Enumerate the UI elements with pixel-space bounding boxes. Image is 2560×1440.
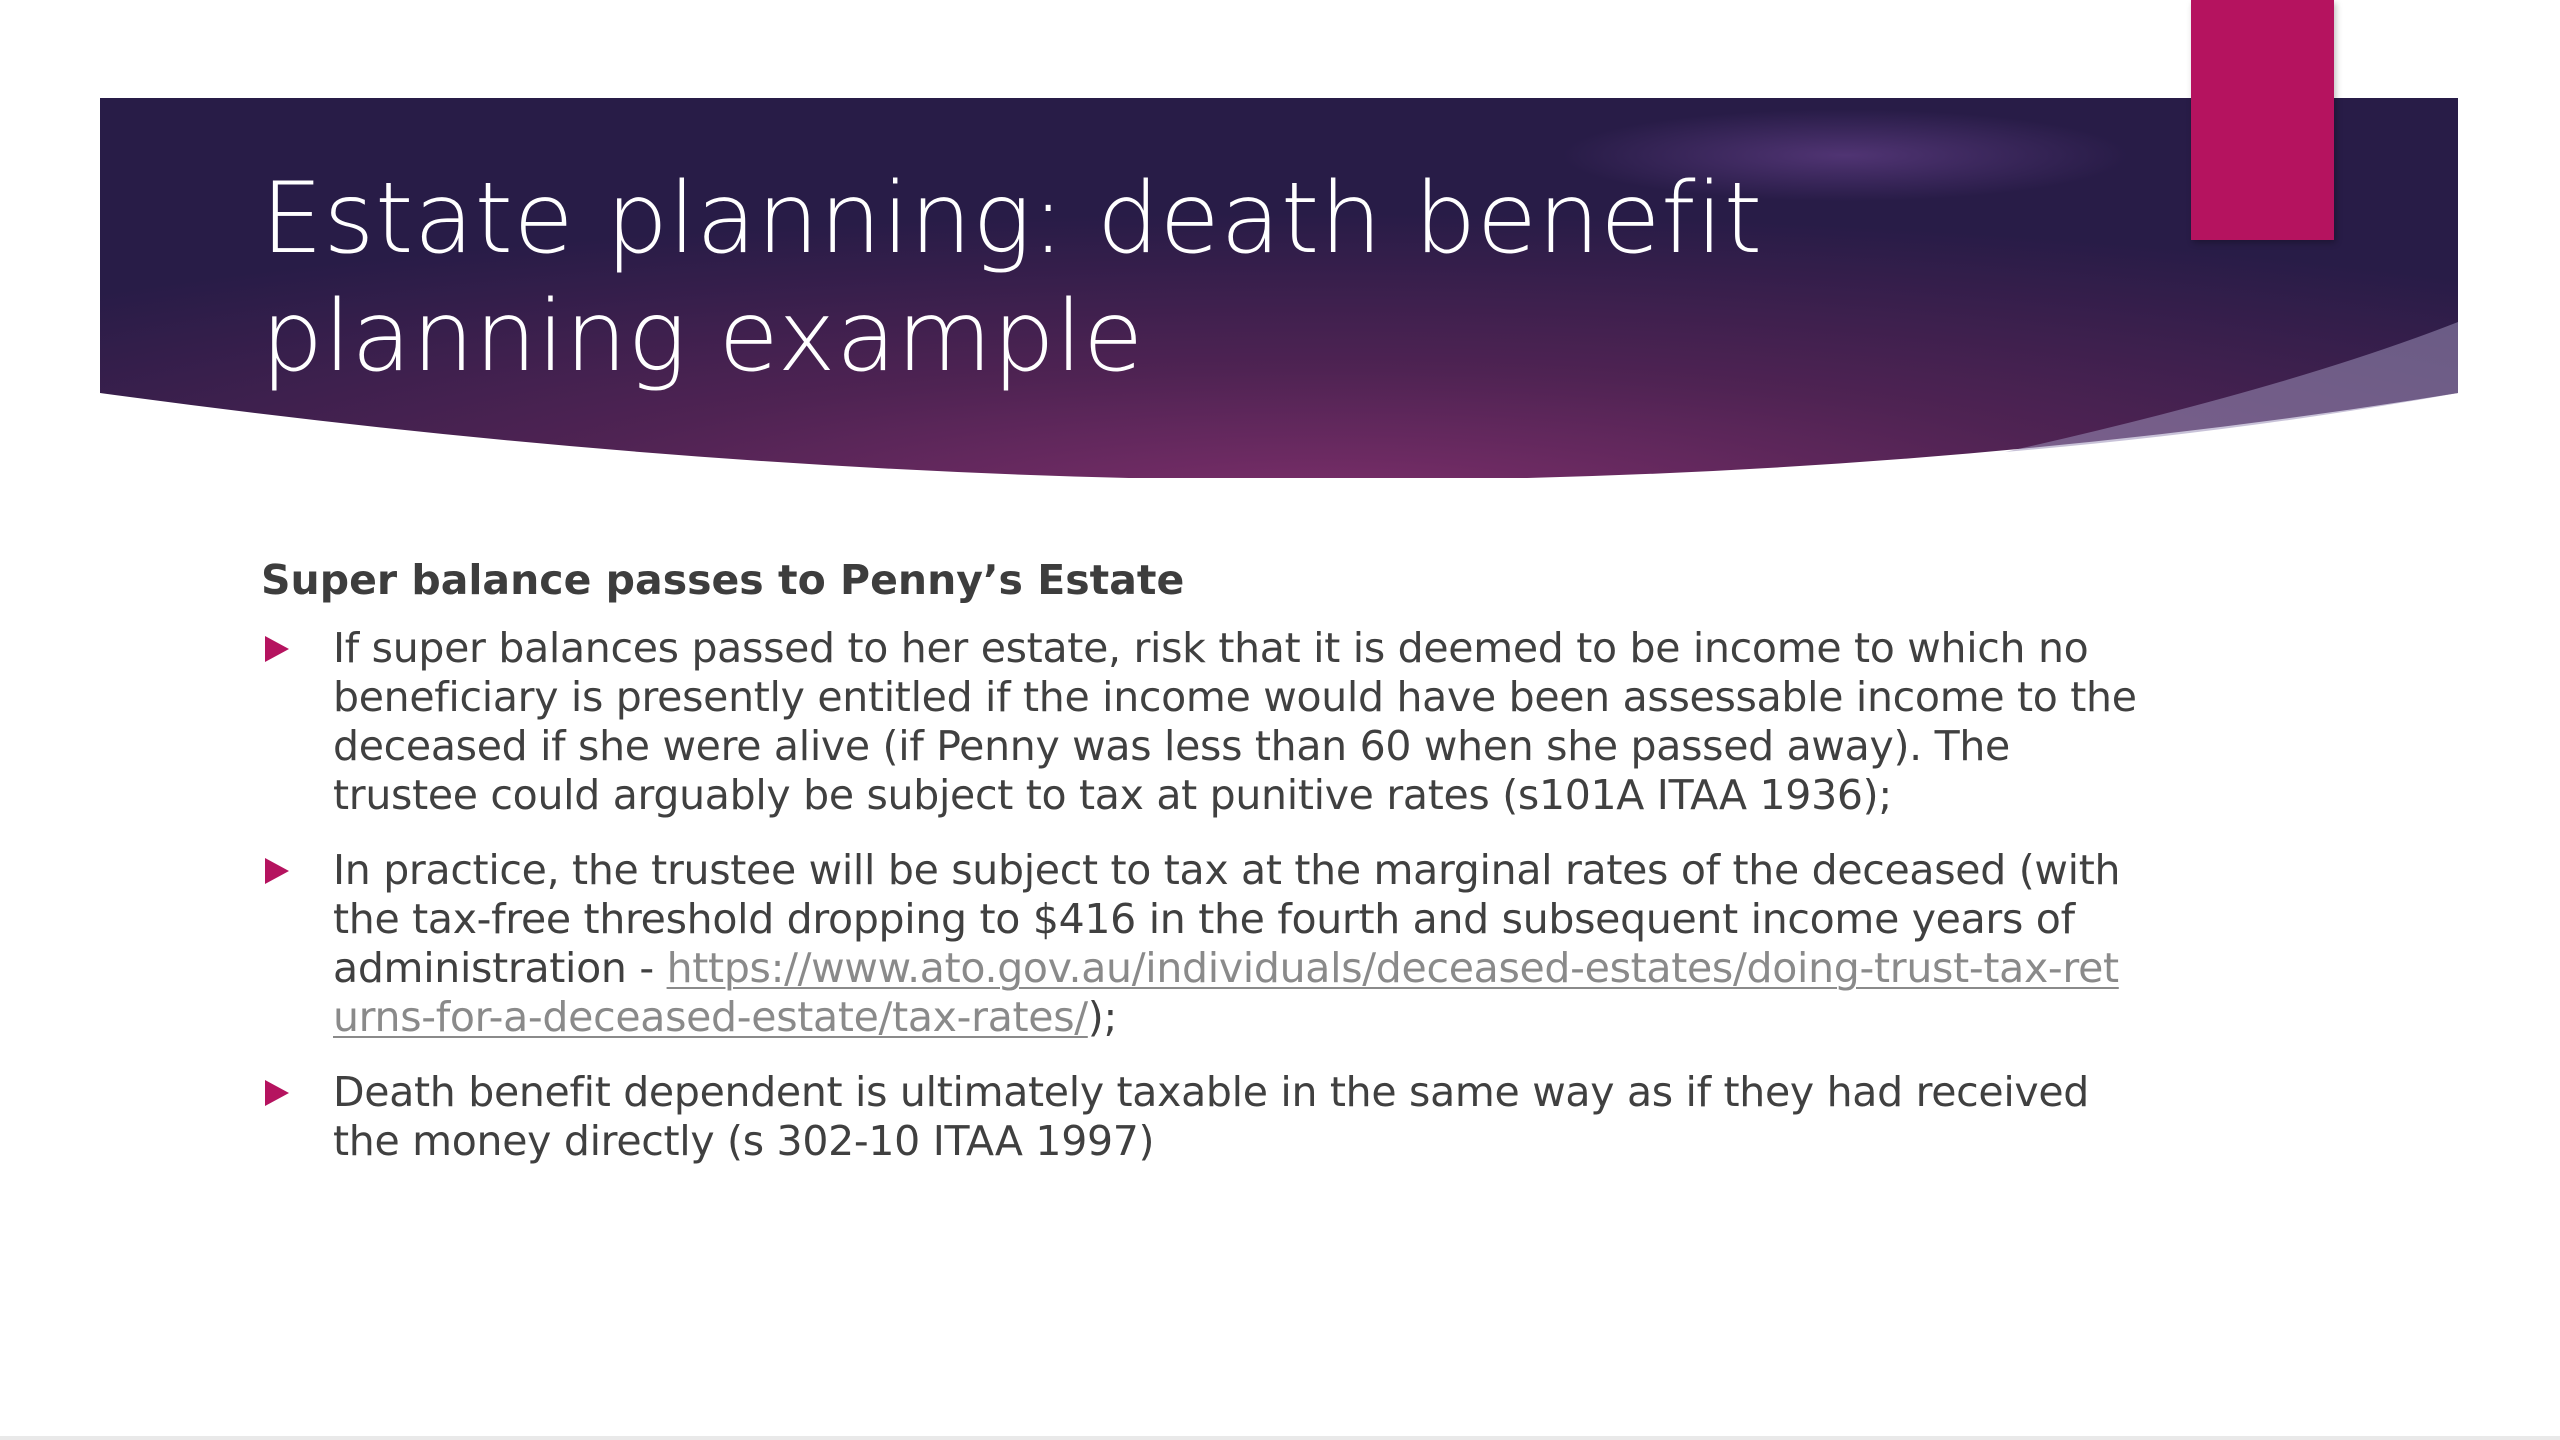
bullet-text: In practice, the trustee will be subject to tax at the marginal rates of the deceased (with the tax-free threshold dropping to $416 in the fourth and subsequent income years of administration - xyxy=(333,846,2121,992)
triangle-right-icon xyxy=(265,858,289,884)
bullet-text: Death benefit dependent is ultimately taxable in the same way as if they had received the money directly (s 302-10 ITAA 1997) xyxy=(333,1068,2090,1165)
slide-title xyxy=(261,160,2111,396)
bullet-list xyxy=(261,624,2141,1166)
slide-bottom-border xyxy=(0,1436,2560,1440)
slide-title-line: Estate planning: death benefit xyxy=(261,162,1763,276)
list-item xyxy=(261,624,2141,820)
ato-tax-rates-link[interactable]: https://www.ato.gov.au/individuals/deceased-estates/doing-trust-tax-returns-for-a-deceased-estate/tax-rates/ xyxy=(333,944,2119,1041)
bullet-text-end: ); xyxy=(1087,993,1118,1041)
accent-tab xyxy=(2191,0,2334,240)
slide-content xyxy=(261,552,2141,1192)
list-item xyxy=(261,1068,2141,1166)
triangle-right-icon xyxy=(265,1080,289,1106)
subheading: Super balance passes to Penny’s Estate xyxy=(261,556,1185,604)
bullet-text: If super balances passed to her estate, risk that it is deemed to be income to which no beneficiary is presently entitled if the income would have been assessable income to the deceased if she were alive (if Penny was less than 60 when she passed away). The trustee could arguably be subject to tax at punitive rates (s101A ITAA 1936); xyxy=(333,624,2137,819)
slide-title-line: planning example xyxy=(261,280,1144,394)
triangle-right-icon xyxy=(265,636,289,662)
list-item xyxy=(261,846,2141,1042)
